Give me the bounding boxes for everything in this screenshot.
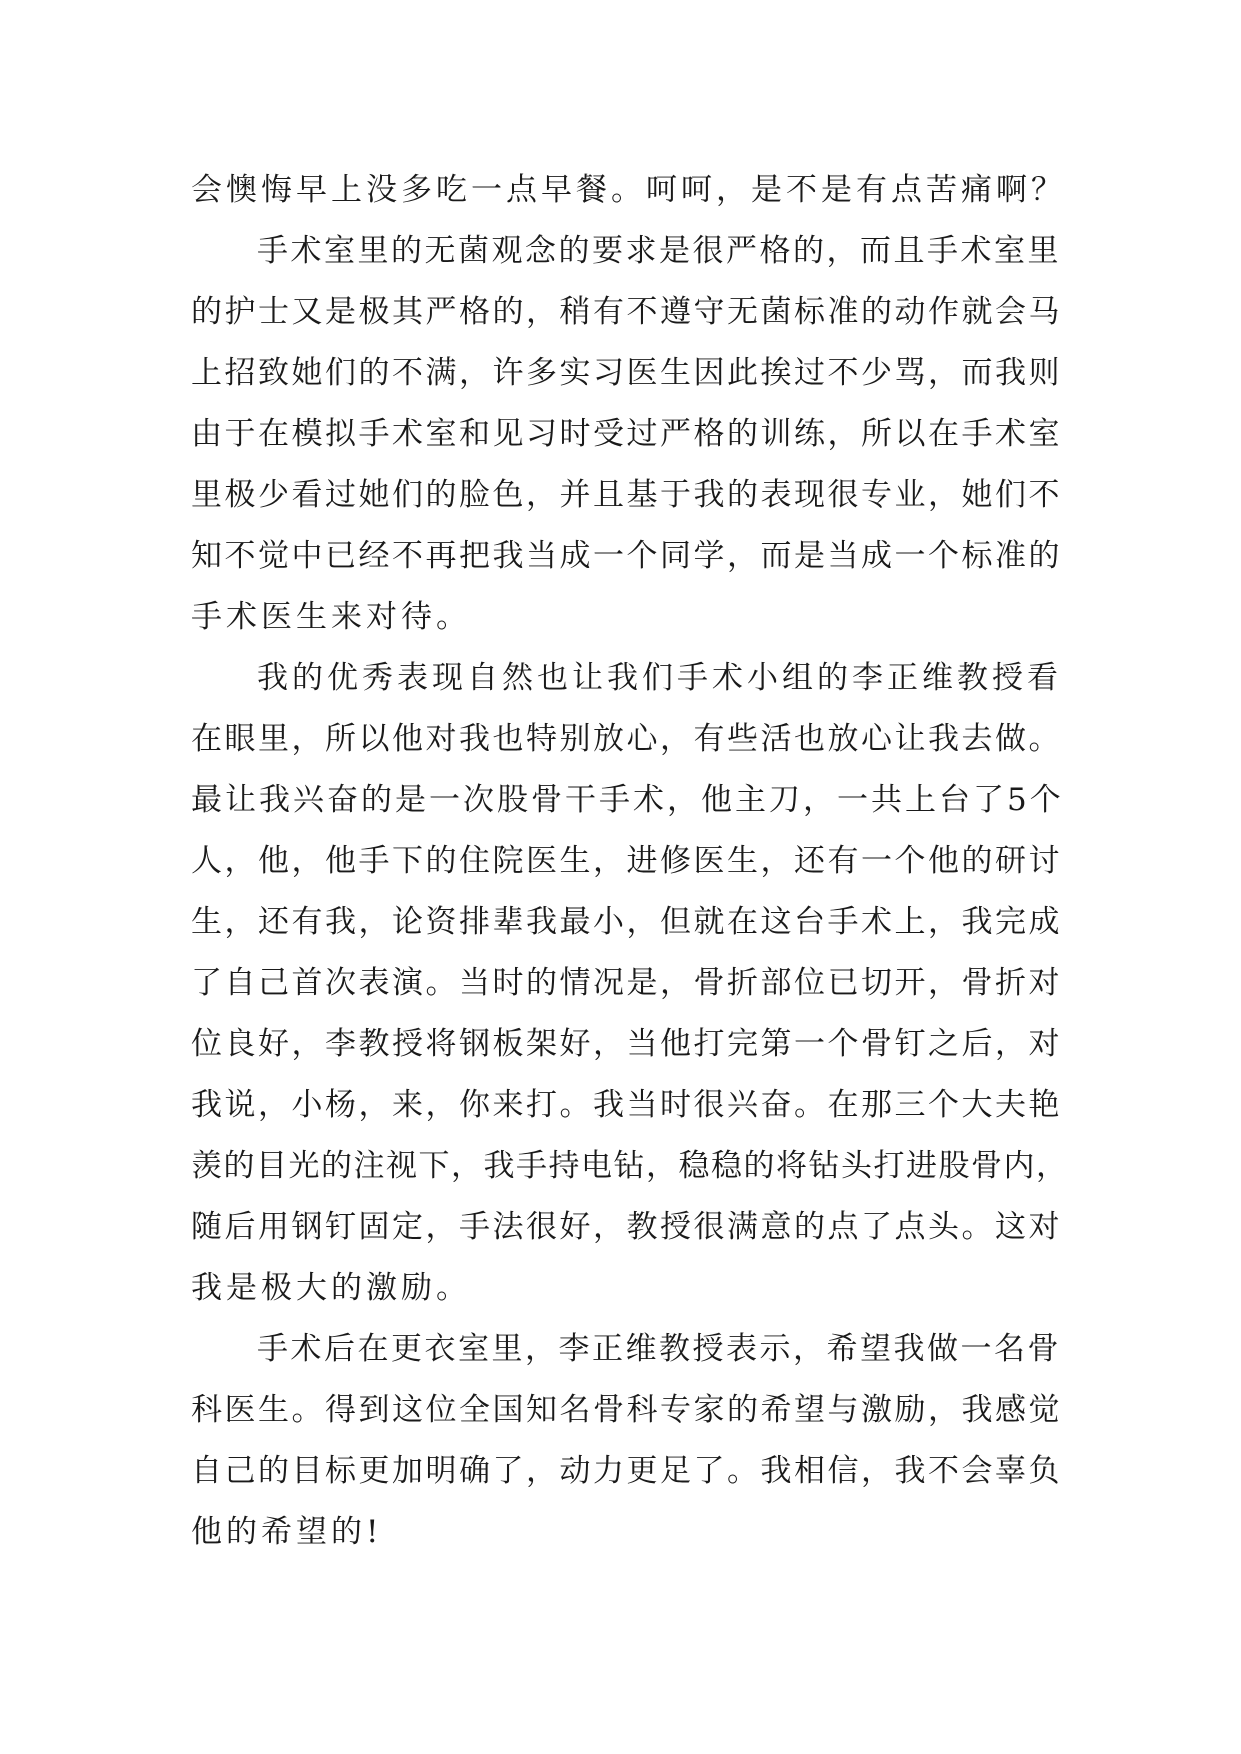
text-line: 上招致她们的不满，许多实习医生因此挨过不少骂，而我则 (191, 355, 1062, 391)
text-line: 在眼里，所以他对我也特别放心，有些活也放心让我去做。 (191, 721, 1062, 757)
text-line: 随后用钢钉固定，手法很好，教授很满意的点了点头。这对 (191, 1209, 1062, 1245)
text-line: 我说，小杨，来，你来打。我当时很兴奋。在那三个大夫艳 (191, 1087, 1062, 1123)
text-line: 了自己首次表演。当时的情况是，骨折部位已切开，骨折对 (191, 965, 1062, 1001)
text-line: 羡的目光的注视下，我手持电钻，稳稳的将钻头打进股骨内， (191, 1148, 1069, 1184)
text-line: 我的优秀表现自然也让我们手术小组的李正维教授看 (257, 660, 1062, 696)
text-line: 位良好，李教授将钢板架好，当他打完第一个骨钉之后，对 (191, 1026, 1062, 1062)
text-line: 知不觉中已经不再把我当成一个同学，而是当成一个标准的 (191, 538, 1062, 574)
body-text (191, 160, 1071, 1563)
text-line: 最让我兴奋的是一次股骨干手术，他主刀，一共上台了5个 (191, 782, 1064, 818)
text-line: 会懊悔早上没多吃一点早餐。呵呵，是不是有点苦痛啊？ (191, 172, 1066, 208)
text-line: 的护士又是极其严格的，稍有不遵守无菌标准的动作就会马 (191, 294, 1062, 330)
text-line: 他的希望的! (191, 1514, 383, 1550)
text-line: 手术医生来对待。 (191, 599, 471, 635)
text-line: 生，还有我，论资排辈我最小，但就在这台手术上，我完成 (191, 904, 1062, 940)
text-line: 人，他，他手下的住院医生，进修医生，还有一个他的研讨 (191, 843, 1062, 879)
text-line: 里极少看过她们的脸色，并且基于我的表现很专业，她们不 (191, 477, 1062, 513)
text-line: 手术后在更衣室里，李正维教授表示，希望我做一名骨 (257, 1331, 1061, 1367)
text-line: 我是极大的激励。 (191, 1270, 471, 1306)
text-line: 自己的目标更加明确了，动力更足了。我相信，我不会辜负 (191, 1453, 1062, 1489)
text-line: 由于在模拟手术室和见习时受过严格的训练，所以在手术室 (191, 416, 1062, 452)
text-line: 手术室里的无菌观念的要求是很严格的，而且手术室里 (257, 233, 1061, 269)
text-line: 科医生。得到这位全国知名骨科专家的希望与激励，我感觉 (191, 1392, 1062, 1428)
